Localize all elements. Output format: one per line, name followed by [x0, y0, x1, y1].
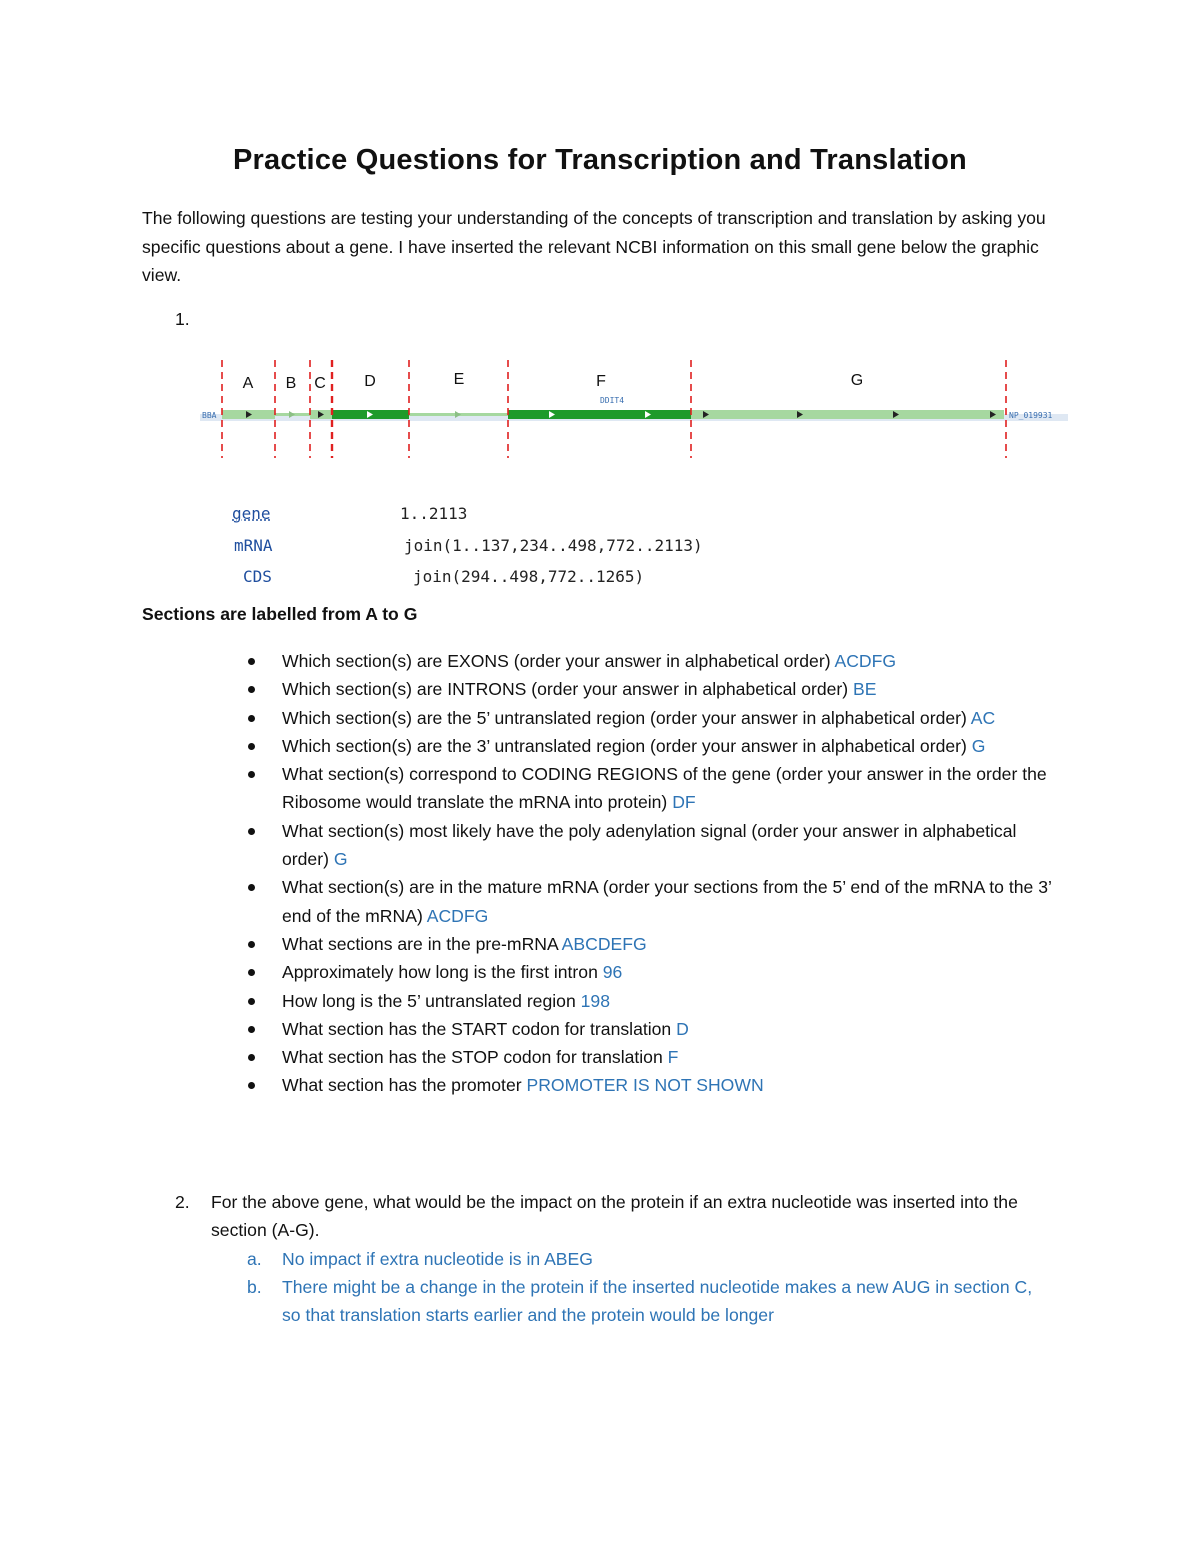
sections-heading: Sections are labelled from A to G — [142, 604, 418, 624]
list-item — [0, 732, 1052, 760]
question-text: Which section(s) are the 3’ untranslated region (order your answer in alphabetical order) — [282, 735, 967, 756]
answer-text: F — [667, 1047, 679, 1068]
question-text: Which section(s) are the 5’ untranslated region (order your answer in alphabetical order) — [282, 707, 967, 728]
track-right-label: NP_019931 — [1009, 411, 1053, 420]
gene-diagram — [200, 355, 1070, 460]
list-item — [0, 1071, 1052, 1099]
question-text: Which section(s) are EXONS (order your answer in alphabetical order) — [282, 651, 831, 671]
ref-value-cds: join(294..498,772..1265) — [413, 567, 645, 586]
question-text: What section(s) correspond to CODING REGIONS of the gene (order your answer in the order the Ribosome would translate the mRNA into protein) — [282, 764, 1047, 813]
answer-text: BE — [853, 679, 877, 700]
bullet-icon — [248, 941, 255, 948]
intro-paragraph: The following questions are testing your understanding of the concepts of transcription and translation by asking you specific questions about a gene. I have inserted the relevant NCBI information on this small gene below the graphic view. — [142, 208, 1046, 285]
bullet-icon — [248, 828, 255, 835]
list-item — [175, 1245, 1055, 1273]
bullet-icon — [248, 1082, 255, 1089]
bullet-icon — [248, 998, 255, 1005]
bullet-icon — [248, 743, 255, 750]
question-2-number: 2. — [175, 1192, 190, 1212]
bullet-icon — [248, 884, 255, 891]
answer-text: No impact if extra nucleotide is in ABEG — [282, 1248, 593, 1269]
question-text: What section has the START codon for translation — [282, 1018, 672, 1039]
question-text: Which section(s) are INTRONS (order your answer in alphabetical order) — [282, 679, 849, 700]
question-text: What section has the promoter — [282, 1075, 522, 1096]
bullet-icon — [248, 715, 255, 722]
answer-text: 198 — [580, 990, 610, 1011]
answer-letter: a. — [247, 1248, 262, 1269]
section-label-e: E — [453, 371, 465, 388]
list-item — [0, 958, 1052, 986]
list-item — [0, 817, 1052, 874]
bullet-icon — [248, 658, 255, 665]
answer-text: AC — [970, 707, 996, 728]
list-item — [0, 760, 1052, 817]
list-item — [0, 704, 1052, 732]
track-left-label: BBA — [202, 411, 217, 420]
bullet-icon — [248, 1054, 255, 1061]
answer-letter: b. — [247, 1276, 262, 1297]
segment-f-exon — [508, 410, 691, 419]
question-2 — [175, 1188, 1055, 1329]
answer-text: There might be a change in the protein if the inserted nucleotide makes a new AUG in section C, so that translation starts earlier and the protein would be longer — [282, 1276, 1033, 1326]
answer-text: ABCDEFG — [561, 933, 647, 954]
ref-label-cds: CDS — [243, 567, 272, 586]
section-label-c: C — [314, 375, 326, 392]
question-text: What section has the STOP codon for translation — [282, 1047, 663, 1068]
section-label-f: F — [596, 373, 606, 390]
answer-text: DF — [672, 792, 696, 813]
page-title: Practice Questions for Transcription and Translation — [233, 144, 967, 176]
list-item — [0, 675, 1052, 703]
list-item — [175, 1273, 1055, 1330]
section-dividers — [222, 360, 1006, 458]
list-item — [0, 873, 1052, 930]
section-label-a: A — [242, 375, 254, 392]
ref-value-mrna: join(1..137,234..498,772..2113) — [404, 536, 703, 555]
question-text: What section(s) are in the mature mRNA (order your sections from the 5’ end of the mRNA to the 3’ end of the mRNA) — [282, 877, 1052, 926]
list-item — [0, 1043, 1052, 1071]
list-item — [0, 930, 1052, 958]
ref-label-gene[interactable]: gene — [232, 504, 271, 523]
question-text: Approximately how long is the first intron — [282, 962, 598, 983]
section-label-d: D — [364, 373, 376, 390]
bullet-icon — [248, 771, 255, 778]
list-item — [0, 647, 1052, 675]
list-item — [0, 987, 1052, 1015]
gene-name-label: DDIT4 — [599, 396, 625, 405]
section-label-b: B — [285, 375, 297, 392]
question-list — [0, 647, 1200, 1100]
question-2-text: For the above gene, what would be the impact on the protein if an extra nucleotide was inserted into the section (A-G). — [211, 1192, 1018, 1241]
ref-label-mrna: mRNA — [234, 536, 273, 555]
gene-diagram-svg — [200, 355, 1070, 460]
answer-text: ACDFG — [834, 651, 897, 671]
answer-text: D — [676, 1018, 689, 1039]
bullet-icon — [248, 1026, 255, 1033]
bullet-icon — [248, 969, 255, 976]
bullet-icon — [248, 686, 255, 693]
section-label-g: G — [850, 372, 864, 389]
answer-text: PROMOTER IS NOT SHOWN — [526, 1075, 764, 1096]
answer-text: G — [333, 849, 348, 870]
answer-text: 96 — [602, 962, 623, 983]
list-item — [0, 1015, 1052, 1043]
question-text: What sections are in the pre-mRNA — [282, 933, 558, 954]
answer-text: ACDFG — [426, 905, 489, 926]
segment-g-exon — [691, 410, 1004, 419]
answer-text: G — [971, 735, 986, 756]
ref-value-gene: 1..2113 — [400, 504, 468, 523]
question-text: What section(s) most likely have the poly adenylation signal (order your answer in alphabetical order) — [282, 820, 1017, 870]
question-text: How long is the 5’ untranslated region — [282, 990, 576, 1011]
question-1-number: 1. — [175, 309, 190, 329]
question-2-answers — [175, 1245, 1055, 1330]
